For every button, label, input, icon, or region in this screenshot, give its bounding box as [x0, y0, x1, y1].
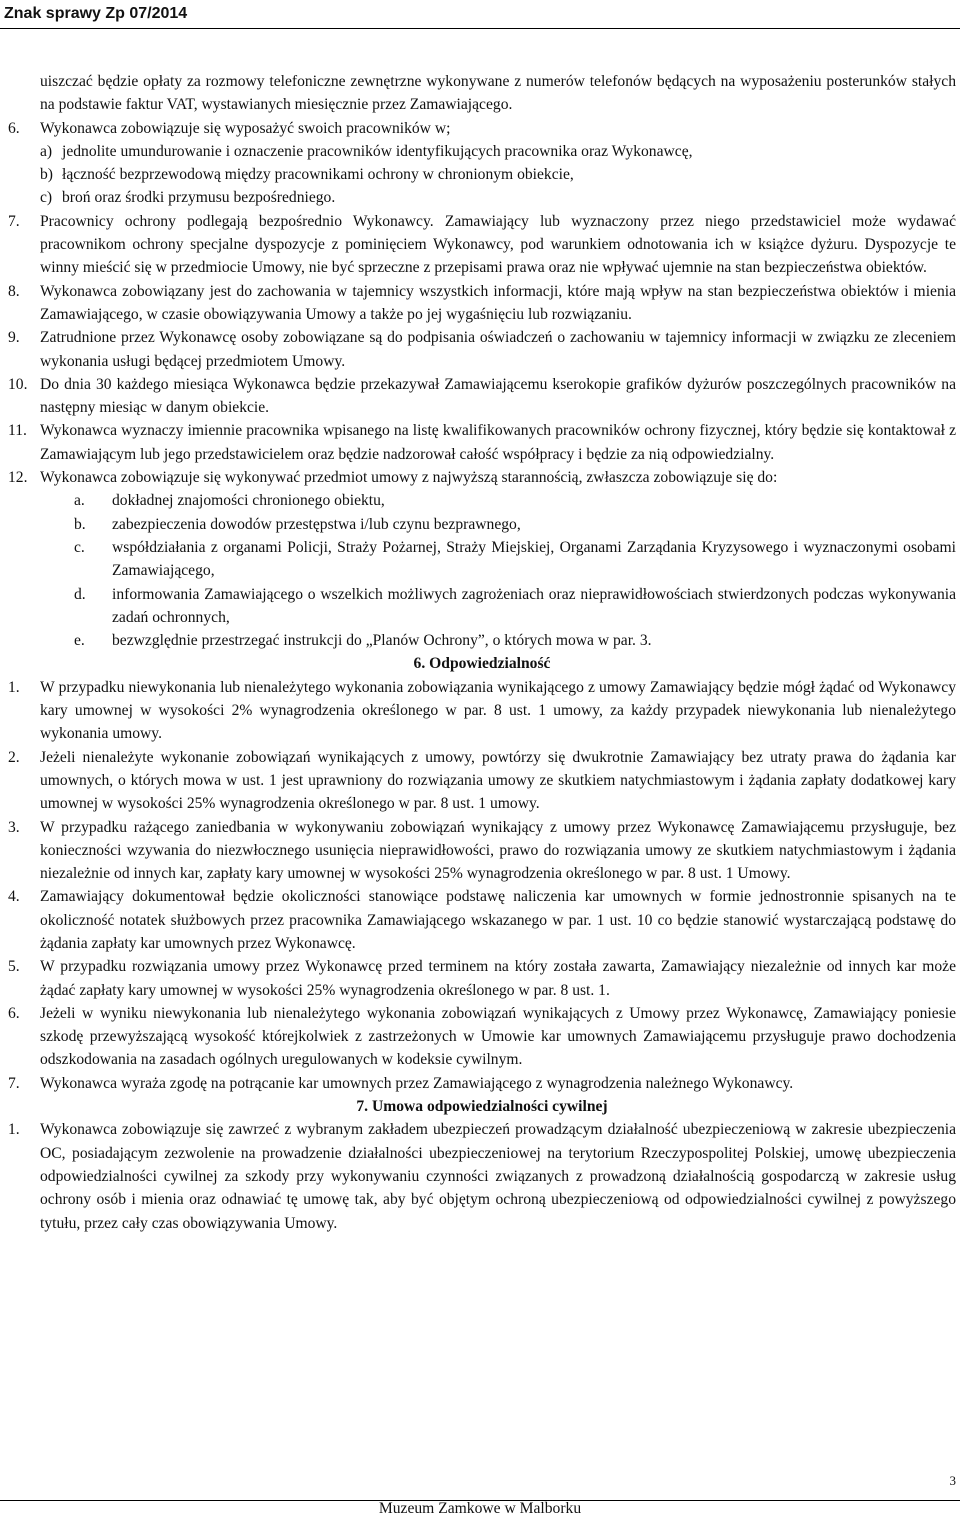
- list-text: broń oraz środki przymusu bezpośredniego.: [62, 189, 336, 207]
- liability-item: [8, 746, 956, 816]
- list-label: c): [40, 189, 53, 207]
- paragraph-number: 3.: [8, 818, 20, 836]
- paragraph-number: 7.: [8, 212, 20, 230]
- list-label: b.: [74, 515, 86, 533]
- paragraph-number: 11.: [8, 422, 27, 440]
- liability-item: [8, 955, 956, 1002]
- paragraph-text: Zamawiający dokumentował będzie okoliczności stanowiące podstawę naliczenia kar umownych w formie jednostronnie spisanych na te okoliczność notatek służbowych przez pracownika Zamawiającego wskazanego w par. 1 ust. 10 co będzie stanowić wystarczającą podstawę do żądania zapłaty kar umownych przez Wykonawcę.: [40, 888, 956, 952]
- paragraph-number: 7.: [8, 1074, 20, 1092]
- list-label: a): [40, 142, 53, 160]
- list-text: zabezpieczenia dowodów przestępstwa i/lub czynu bezprawnego,: [112, 515, 521, 533]
- list-label: a.: [74, 492, 85, 510]
- paragraph-text: Wykonawca zobowiązany jest do zachowania w tajemnicy wszystkich informacji, które mają wpływ na stan bezpieczeństwa obiektów i mienia Zamawiającego, w czasie obowiązywania Umowy a także po jej wygaśnięciu lub rozwiązaniu.: [40, 282, 956, 323]
- paragraph-10: [8, 373, 956, 420]
- case-number: Znak sprawy Zp 07/2014: [4, 5, 188, 22]
- header-divider: [0, 28, 960, 29]
- paragraph-text: Zatrudnione przez Wykonawcę osoby zobowiązane są do podpisania oświadczeń o zachowaniu w tajemnicy informacji w związku ze zleceniem wykonania usługi będącej przedmiotem Umowy.: [40, 329, 956, 370]
- intro-paragraph: uiszczać będzie opłaty za rozmowy telefoniczne zewnętrzne wykonywane z numerów telefonów będących na wyposażeniu posterunków stałych na podstawie faktur VAT, wystawianych miesięcznie przez Zamawiającego.: [40, 73, 956, 114]
- paragraph-text: Do dnia 30 każdego miesiąca Wykonawca będzie przekazywał Zamawiającemu kserokopie grafików dyżurów poszczególnych pracowników na następny miesiąc w danym obiekcie.: [40, 375, 956, 417]
- list-item: [74, 489, 956, 512]
- document-body: [8, 70, 956, 1235]
- list-item: [40, 163, 956, 186]
- paragraph-text: W przypadku niewykonania lub nienależytego wykonania zobowiązania wynikającego z umowy Zamawiający będzie mógł żądać od Wykonawcy kary umownej w wysokości 2% wynagrodzenia określonego w par. 8 ust. 1 umowy, za każdy przypadek niewykonania lub nienależytego wykonania umowy.: [40, 678, 956, 743]
- page-number: 3: [949, 1473, 956, 1488]
- paragraph-number: 1.: [8, 1121, 20, 1139]
- list-item: [40, 186, 956, 209]
- paragraph-number: 10.: [8, 375, 28, 393]
- list-text: dokładnej znajomości chronionego obiektu,: [112, 492, 385, 510]
- list-item: [74, 629, 956, 652]
- paragraph-text: Wykonawca zobowiązuje się zawrzeć z wybranym zakładem ubezpieczeń prowadzącym działalność ubezpieczeniową w zakresie ubezpieczenia OC, posiadającym zezwolenie na prowadzenie działalności ubezpieczeniowej na terytorium Rzeczypospolitej Polskiej, umowę ubezpieczenia odpowiedzialności cywilnej za szkody przy wykonywaniu czynności związanych z prowadzoną działalnością gospodarczą w zakresie usług ochrony osób i mienia oraz odnawiać tę umowę tak, aby być objętym ochroną ubezpieczeniową od odpowiedzialności cywilnej z powyższego tytułu, przez cały czas obowiązywania Umowy.: [40, 1121, 956, 1232]
- list-text: łączność bezprzewodową między pracownikami ochrony w chronionym obiekcie,: [62, 166, 574, 184]
- paragraph-9: [8, 326, 956, 373]
- paragraph-number: 6.: [8, 1004, 20, 1022]
- paragraph-number: 4.: [8, 888, 20, 906]
- list-label: b): [40, 166, 53, 184]
- liability-item: [8, 1002, 956, 1072]
- section-heading-liability: 6. Odpowiedzialność: [413, 655, 551, 673]
- list-item: [74, 583, 956, 630]
- paragraph-12: [8, 466, 956, 489]
- paragraph-text: W przypadku rozwiązania umowy przez Wykonawcę przed terminem na który została zawarta, Zamawiający niezależnie od innych kar może żądać zapłaty kary umownej w wysokości 25% wynagrodzenia określonego w par. 8 ust. 1.: [40, 958, 956, 999]
- paragraph-text: Wykonawca wyraża zgodę na potrącanie kar umownych przez Zamawiającego z wynagrodzenia należnego Wykonawcy.: [40, 1074, 794, 1092]
- footer-institution: Muzeum Zamkowe w Malborku: [378, 1500, 582, 1517]
- paragraph-text: Wykonawca zobowiązuje się wykonywać przedmiot umowy z najwyższą starannością, zwłaszcza zobowiązuje się do:: [40, 469, 778, 487]
- paragraph-text: Pracownicy ochrony podlegają bezpośrednio Wykonawcy. Zamawiający lub wyznaczony przez niego przedstawiciel może wydawać pracownikom ochrony specjalne dyspozycje z pominięciem Wykonawcy, pod warunkiem odnotowania ich w książce dyżuru. Dyspozycje te winny mieścić się w przedmiocie Umowy, nie być sprzeczne z przepisami prawa oraz nie wpływać ujemnie na stan bezpieczeństwa obiektów.: [40, 212, 956, 277]
- liability-item: [8, 885, 956, 955]
- paragraph-number: 9.: [8, 329, 20, 347]
- liability-item: [8, 816, 956, 886]
- list-text: jednolite umundurowanie i oznaczenie pracowników identyfikujących pracownika oraz Wykonawcę,: [62, 142, 693, 160]
- paragraph-11: [8, 419, 956, 466]
- paragraph-number: 1.: [8, 678, 20, 696]
- list-item: [74, 536, 956, 583]
- paragraph-text: W przypadku rażącego zaniedbania w wykonywaniu zobowiązań wynikający z umowy przez Wykonawcę Zamawiającemu przysługuje, bez konieczności wzywania do niezwłocznego usunięcia nieprawidłowości, prawo do rozwiązania umowy ze skutkiem natychmiastowym i żądania niezależnie od innych kar, zapłaty kary umownej w wysokości 25% wynagrodzenia określonego w par. 8 ust. 1 Umowy.: [40, 818, 956, 883]
- paragraph-number: 2.: [8, 748, 20, 766]
- list-item: [40, 140, 956, 163]
- paragraph-number: 8.: [8, 282, 20, 300]
- paragraph-6: [8, 117, 956, 140]
- insurance-item: [8, 1118, 956, 1234]
- list-text: współdziałania z organami Policji, Straży Pożarnej, Straży Miejskiej, Organami Zarządania Kryzysowego i wyznaczonymi osobami Zamawiającego,: [112, 538, 956, 580]
- list-label: c.: [74, 538, 85, 556]
- paragraph-number: 5.: [8, 958, 20, 976]
- liability-item: [8, 1072, 956, 1095]
- paragraph-number: 12.: [8, 469, 28, 487]
- section-heading-insurance: 7. Umowa odpowiedzialności cywilnej: [356, 1098, 608, 1116]
- paragraph-text: Jeżeli nienależyte wykonanie zobowiązań wynikających z umowy, powtórzy się dwukrotnie Zamawiający bez utraty prawa do żądania kar umownych, o których mowa w ust. 1 jest uprawniony do rozwiązania umowy ze skutkiem natychmiastowym i żądania zapłaty dodatkowej kary umownej w wysokości 25% wynagrodzenia określonego w par. 8 ust. 1 umowy.: [40, 748, 956, 813]
- list-label: d.: [74, 585, 86, 603]
- paragraph-text: Wykonawca wyznaczy imiennie pracownika wpisanego na listę kwalifikowanych pracowników ochrony fizycznej, który będzie się kontaktował z Zamawiającym lub jego przedstawicielem oraz będzie nadzorował całość współpracy i będzie za nią odpowiedzialny.: [40, 422, 956, 463]
- paragraph-8: [8, 280, 956, 327]
- paragraph-7: [8, 210, 956, 280]
- list-text: informowania Zamawiającego o wszelkich możliwych zagrożeniach oraz nieprawidłowościach stwierdzonych podczas wykonywania zadań ochronnych,: [112, 585, 956, 626]
- list-item: [74, 513, 956, 536]
- page-header: [0, 0, 960, 30]
- list-text: bezwzględnie przestrzegać instrukcji do „Planów Ochrony”, o których mowa w par. 3.: [112, 632, 652, 650]
- paragraph-text: Wykonawca zobowiązuje się wyposażyć swoich pracowników w;: [40, 119, 451, 137]
- list-label: e.: [74, 632, 85, 650]
- paragraph-text: Jeżeli w wyniku niewykonania lub nienależytego wykonania zobowiązań wynikających z Umowy przez Wykonawcę, Zamawiający poniesie szkodę przewyższającą wysokość którejkolwiek z zastrzeżonych w Umowie kar umownych Zamawiającemu przysługuje prawo dochodzenia odszkodowania na zasadach ogólnych uregulowanych w kodeksie cywilnym.: [40, 1004, 956, 1069]
- paragraph-number: 6.: [8, 119, 20, 137]
- liability-item: [8, 676, 956, 746]
